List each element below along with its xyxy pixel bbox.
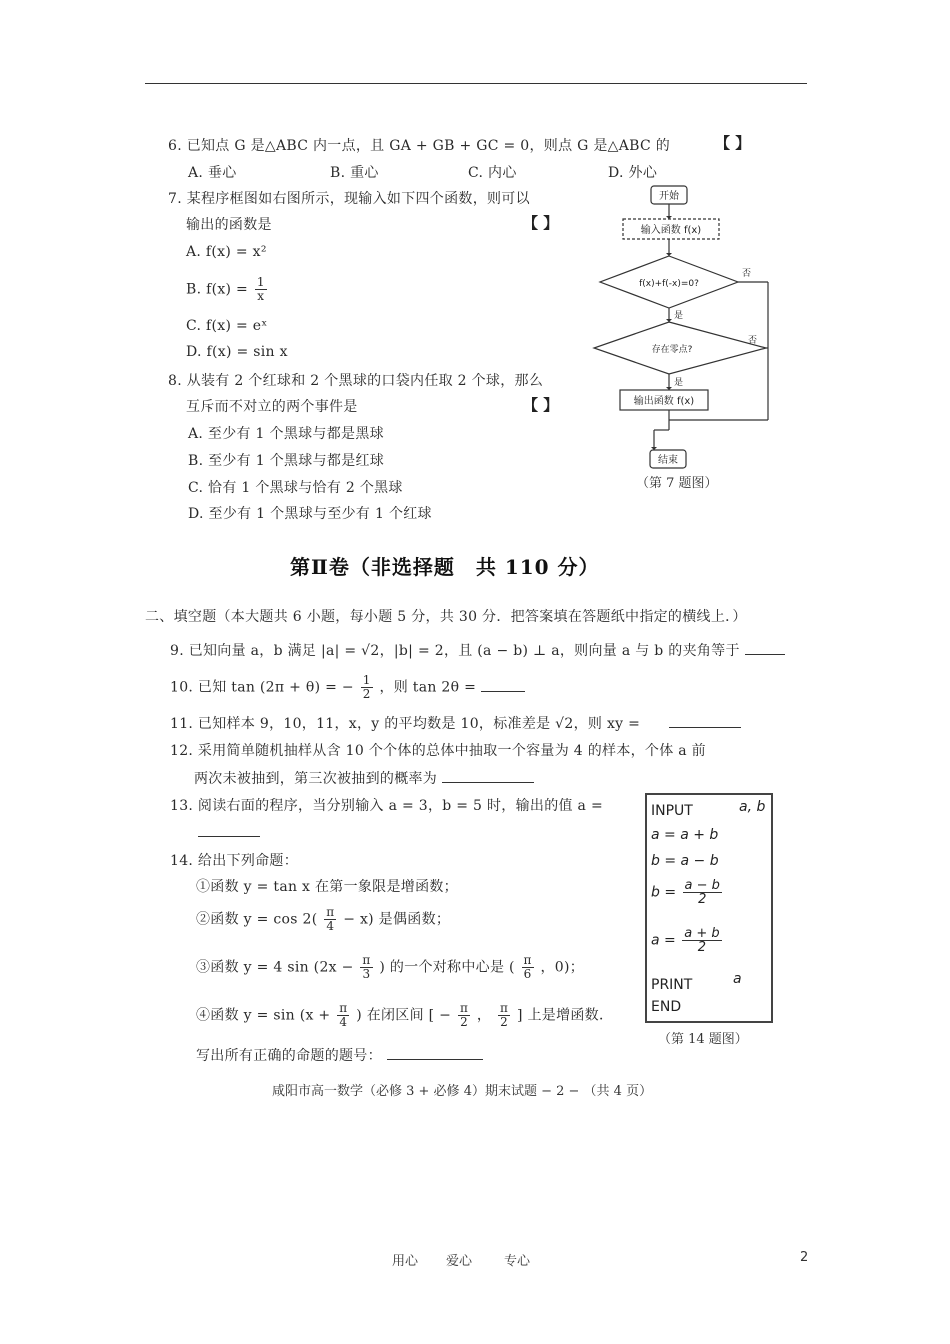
q14-p4-prefix: ④函数 y = sin (x + xyxy=(196,1007,331,1024)
program-line-input-vars: a, b xyxy=(739,799,766,815)
program-line-end: END xyxy=(651,999,682,1015)
program-line-5 xyxy=(651,927,724,954)
q14-proposition-1: ①函数 y = tan x 在第一象限是增函数； xyxy=(196,879,458,895)
flow-output-label: 输出函数 f(x) xyxy=(633,396,695,407)
q6-option-c: C. 内心 xyxy=(468,165,517,181)
q14-proposition-4 xyxy=(196,1002,613,1029)
q14-p4-suffix: ] 上是增函数． xyxy=(516,1007,614,1024)
q6-bracket: 【 】 xyxy=(715,134,751,152)
q10-answer-blank[interactable] xyxy=(481,679,525,692)
program-line-4-den: 2 xyxy=(698,892,707,907)
q7-option-b xyxy=(186,276,269,303)
q14-answer-prompt: 写出所有正确的命题的题号： xyxy=(196,1048,382,1064)
q10-numerator: 1 xyxy=(362,673,371,687)
q7-bracket: 【 】 xyxy=(523,214,559,232)
q11-text xyxy=(170,713,741,733)
q7-b-numerator: 1 xyxy=(256,275,265,289)
flow-yes-label-2: 是 xyxy=(674,378,684,388)
bottom-word-1: 用心 xyxy=(392,1254,419,1269)
q14-p3-suffix: ，0)； xyxy=(540,959,585,976)
q10-prefix: 10. 已知 tan (2π + θ) = − xyxy=(170,679,354,696)
q14-p4-num: π xyxy=(339,1001,348,1015)
q14-p4-middle: ) 在闭区间 [ − xyxy=(356,1007,452,1024)
q13-text: 13. 阅读右面的程序，当分别输入 a = 3，b = 5 时，输出的值 a = xyxy=(170,798,603,814)
q14-proposition-2 xyxy=(196,906,450,933)
flowchart-diagram xyxy=(590,178,780,498)
q14-p3-den2: 6 xyxy=(523,967,532,981)
q8-option-d: D. 至少有 1 个黑球与至少有 1 个红球 xyxy=(188,506,432,522)
q6-option-b: B. 重心 xyxy=(330,165,379,181)
q14-p4-fraction-2 xyxy=(458,1002,470,1029)
q7-line1: 7. 某程序框图如右图所示，现输入如下四个函数，则可以 xyxy=(168,191,530,207)
flow-yes-label-1: 是 xyxy=(674,311,684,321)
q7-option-b-prefix: B. f(x) = xyxy=(186,281,249,298)
q14-p3-fraction-1 xyxy=(360,954,372,981)
q14-p2-num: π xyxy=(326,905,335,919)
q14-p4-num3: π xyxy=(500,1001,509,1015)
q14-p2-suffix: − x) 是偶函数； xyxy=(343,911,451,928)
program-line-5-lhs: a = xyxy=(651,932,676,949)
q11-stem: 11. 已知样本 9，10，11，x，y 的平均数是 10，标准差是 √2，则 xy = xyxy=(170,716,641,732)
q9-stem: 9. 已知向量 a，b 满足 |a| = √2，|b| = 2，且 (a − b) ⊥ a，则向量 a 与 b 的夹角等于 xyxy=(170,643,740,659)
program-line-4-fraction xyxy=(683,879,722,906)
q10-text xyxy=(170,674,525,701)
q14-p4-separator: ， xyxy=(476,1007,492,1024)
q7-option-a: A. f(x) = x² xyxy=(186,244,267,260)
exam-page-footer: 咸阳市高一数学（必修 3 + 必修 4）期末试题 − 2 − （共 4 页） xyxy=(272,1084,653,1099)
q14-p2-fraction xyxy=(324,906,336,933)
flow-start-label: 开始 xyxy=(659,191,679,202)
q10-suffix: ，则 tan 2θ = xyxy=(379,679,477,696)
program-line-3: b = a − b xyxy=(651,853,719,869)
program-line-4-num: a − b xyxy=(684,878,720,893)
q14-p4-fraction-1 xyxy=(337,1002,349,1029)
q14-p4-num2: π xyxy=(459,1001,469,1015)
program-line-5-num: a + b xyxy=(684,926,720,941)
q7-b-denominator: x xyxy=(257,289,265,303)
q8-option-a: A. 至少有 1 个黑球与都是黑球 xyxy=(188,426,384,442)
flow-cond2-label: 存在零点? xyxy=(651,345,693,355)
program-box xyxy=(645,793,773,1023)
q6-option-d: D. 外心 xyxy=(608,165,658,181)
q8-line1: 8. 从装有 2 个红球和 2 个黑球的口袋内任取 2 个球，那么 xyxy=(168,373,544,389)
q6-stem: 6. 已知点 G 是△ABC 内一点，且 GA + GB + GC = 0，则点 G 是△ABC 的 xyxy=(168,138,671,154)
q14-p4-den3: 2 xyxy=(500,1015,509,1029)
bottom-word-2: 爱心 xyxy=(446,1254,473,1269)
q6-option-a: A. 垂心 xyxy=(188,165,237,181)
q11-answer-blank[interactable] xyxy=(669,715,741,728)
flowchart-caption: （第 7 题图） xyxy=(636,476,718,491)
q14-p4-den: 4 xyxy=(339,1015,348,1029)
program-line-4 xyxy=(651,879,724,906)
q8-line2: 互斥而不对立的两个事件是 xyxy=(186,399,358,415)
q9-answer-blank[interactable] xyxy=(745,642,785,655)
q10-fraction xyxy=(361,674,373,701)
q8-bracket: 【 】 xyxy=(523,396,559,414)
q7-line2: 输出的函数是 xyxy=(186,217,272,233)
q14-p2-den: 4 xyxy=(326,919,335,933)
q12-line1: 12. 采用简单随机抽样从含 10 个个体的总体中抽取一个容量为 4 的样本，个体 a 前 xyxy=(170,743,706,759)
q12-answer-blank[interactable] xyxy=(442,770,534,783)
q14-p2-prefix: ②函数 y = cos 2( xyxy=(196,911,318,928)
section2-title: 第Ⅱ卷（非选择题 共 110 分） xyxy=(290,555,600,579)
program-line-5-fraction xyxy=(682,927,721,954)
header-rule xyxy=(145,83,807,84)
q14-p3-den: 3 xyxy=(362,967,371,981)
program-line-4-lhs: b = xyxy=(651,884,677,901)
flow-cond1-label: f(x)+f(-x)=0? xyxy=(639,279,699,289)
q14-p3-num: π xyxy=(362,953,371,967)
q12-stem: 两次未被抽到，第三次被抽到的概率为 xyxy=(194,771,438,787)
q14-p3-middle: ) 的一个对称中心是 ( xyxy=(379,959,515,976)
q14-p3-prefix: ③函数 y = 4 sin (2x − xyxy=(196,959,354,976)
q9-text xyxy=(170,640,785,660)
q14-p4-fraction-3 xyxy=(498,1002,510,1029)
fill-in-header: 二、填空题（本大题共 6 小题，每小题 5 分，共 30 分．把答案填在答题纸中指定的横线上．） xyxy=(145,609,747,625)
q10-denominator: 2 xyxy=(362,687,371,701)
q14-answer-line xyxy=(196,1045,483,1065)
q14-p4-den2: 2 xyxy=(460,1015,469,1029)
program-line-input: INPUT xyxy=(651,803,693,819)
q7-option-c: C. f(x) = eˣ xyxy=(186,318,268,334)
q14-proposition-3 xyxy=(196,954,584,981)
q14-title: 14. 给出下列命题： xyxy=(170,853,299,869)
q14-p3-fraction-2 xyxy=(522,954,534,981)
flow-end-label: 结束 xyxy=(658,455,678,466)
flow-no-label-1: 否 xyxy=(742,269,752,279)
q7-option-b-fraction xyxy=(255,276,267,303)
q14-answer-blank[interactable] xyxy=(387,1047,483,1060)
page-number: 2 xyxy=(800,1250,809,1265)
q14-p3-num2: π xyxy=(523,953,532,967)
q8-option-c: C. 恰有 1 个黑球与恰有 2 个黑球 xyxy=(188,480,403,496)
q13-answer-line xyxy=(198,824,260,841)
flow-no-label-2: 否 xyxy=(748,336,758,346)
q12-line2 xyxy=(194,768,534,788)
q13-answer-blank[interactable] xyxy=(198,824,260,837)
flow-input-label: 输入函数 f(x) xyxy=(640,225,702,236)
program-line-5-den: 2 xyxy=(697,940,707,955)
program-line-2: a = a + b xyxy=(651,827,719,843)
bottom-word-3: 专心 xyxy=(504,1254,531,1269)
q8-option-b: B. 至少有 1 个黑球与都是红球 xyxy=(188,453,385,469)
program-line-print: PRINT xyxy=(651,977,693,993)
program-caption: （第 14 题图） xyxy=(658,1032,748,1047)
q7-option-d: D. f(x) = sin x xyxy=(186,344,288,360)
program-line-print-var: a xyxy=(733,971,742,987)
